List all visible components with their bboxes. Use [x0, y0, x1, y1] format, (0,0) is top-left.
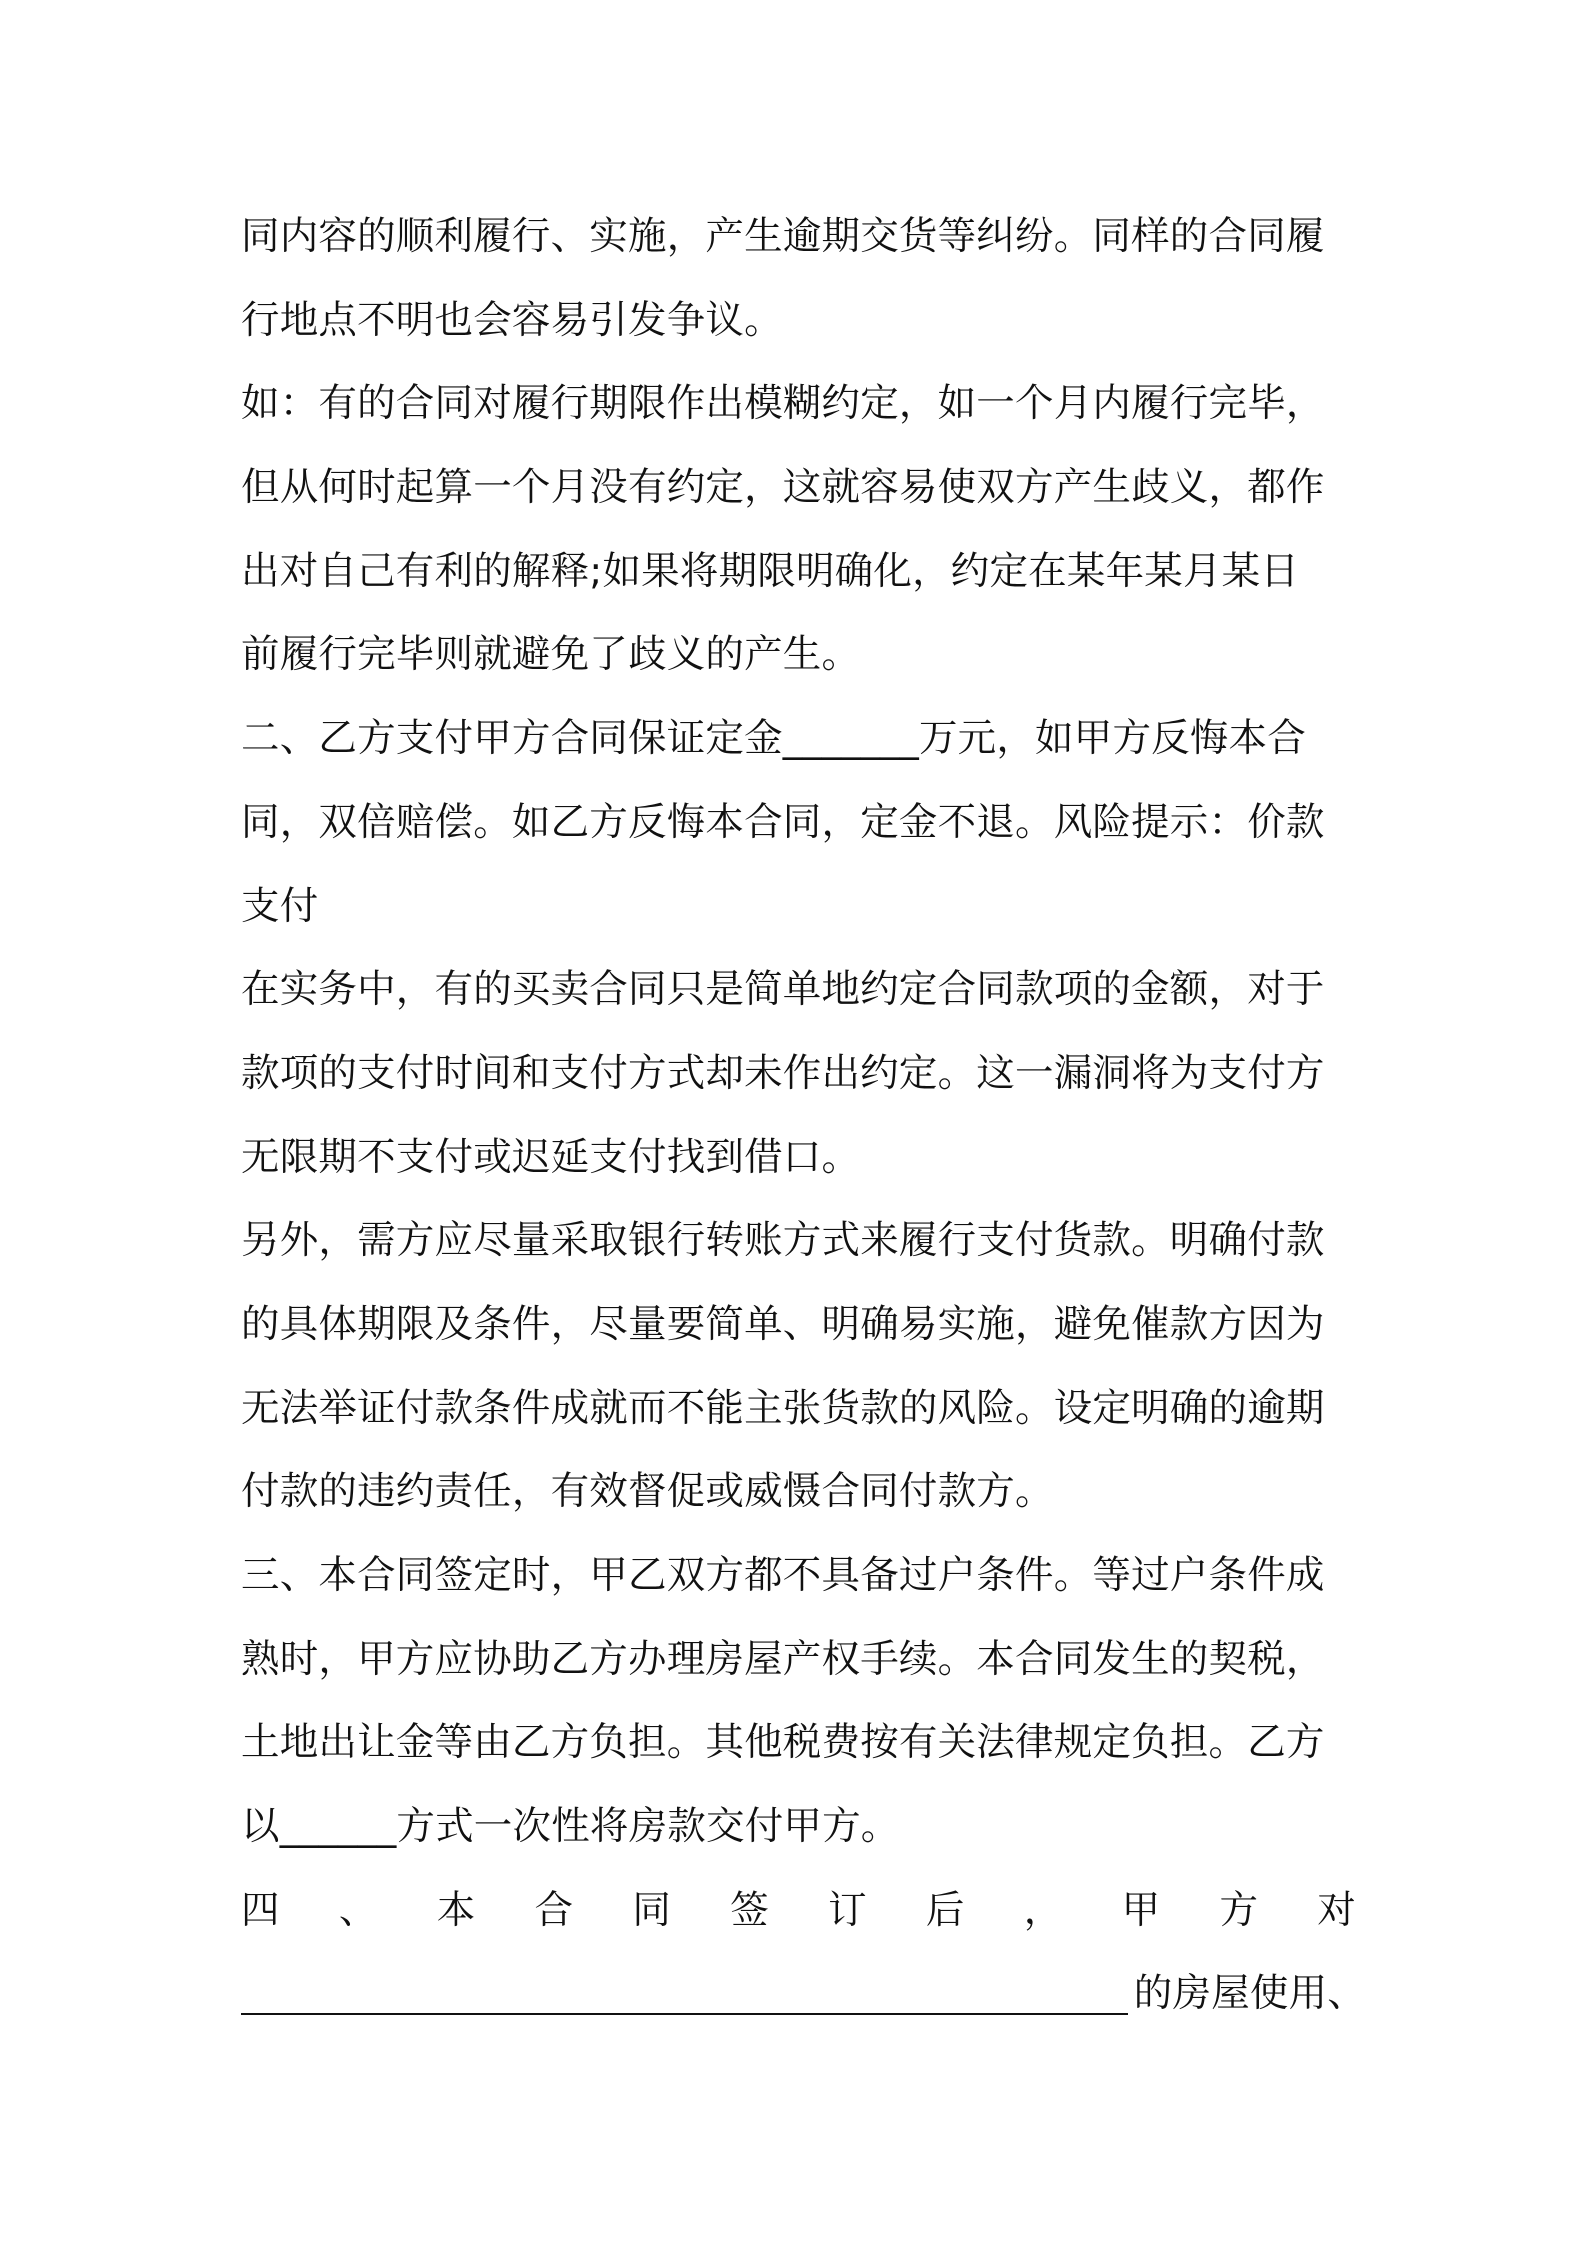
text-line: 的具体期限及条件，尽量要简单、明确易实施，避免催款方因为 [241, 1301, 1325, 1347]
heading-char: 本 [436, 1887, 476, 1933]
text-line: 土地出让金等由乙方负担。其他税费按有关法律规定负担。乙方 [241, 1720, 1325, 1766]
text-line: 同内容的顺利履行、实施，产生逾期交货等纠纷。同样的合同履 [241, 214, 1325, 259]
text-line: 以______方式一次性将房款交付甲方。 [241, 1804, 900, 1850]
text-line: 无法举证付款条件成就而不能主张货款的风险。设定明确的逾期 [241, 1385, 1325, 1431]
text-line: 熟时，甲方应协助乙方办理房屋产权手续。本合同发生的契税， [241, 1636, 1325, 1682]
text-line: 如：有的合同对履行期限作出模糊约定，如一个月内履行完毕， [241, 381, 1325, 427]
text-line: 同，双倍赔偿。如乙方反悔本合同，定金不退。风险提示：价款 [241, 799, 1325, 845]
heading-char: 方 [1219, 1887, 1259, 1933]
text-line: 付款的违约责任，有效督促或威慑合同付款方。 [241, 1469, 1054, 1515]
heading-char: 订 [828, 1887, 867, 1933]
text-line: 二、乙方支付甲方合同保证定金_______万元，如甲方反悔本合 [241, 716, 1306, 762]
text-line: 无限期不支付或迟延支付找到借口。 [241, 1134, 861, 1180]
text-line: 出对自己有利的解释;如果将期限明确化，约定在某年某月某日 [241, 548, 1300, 594]
text-line: 但从何时起算一个月没有约定，这就容易使双方产生歧义，都作 [241, 465, 1325, 511]
section-four-heading [241, 1869, 1356, 1953]
fill-in-line [241, 1952, 1366, 2036]
heading-char: ， [1023, 1887, 1063, 1933]
heading-char: 合 [534, 1887, 574, 1933]
contract-text [241, 195, 1366, 2036]
heading-char: 甲 [1121, 1887, 1161, 1933]
text-line: 款项的支付时间和支付方式却未作出约定。这一漏洞将为支付方 [241, 1050, 1325, 1096]
text-line: 三、本合同签定时，甲乙双方都不具备过户条件。等过户条件成 [241, 1553, 1325, 1598]
text-line: 另外，需方应尽量采取银行转账方式来履行支付货款。明确付款 [241, 1218, 1325, 1264]
fill-in-blank [241, 1973, 1128, 2015]
heading-char: 后 [925, 1887, 965, 1933]
text-line: 行地点不明也会容易引发争议。 [241, 297, 783, 343]
heading-char: 签 [730, 1887, 769, 1933]
text-line: 在实务中，有的买卖合同只是简单地约定合同款项的金额，对于 [241, 967, 1325, 1013]
text-line: 前履行完毕则就避免了歧义的产生。 [241, 632, 861, 678]
fill-in-suffix: 的房屋使用、 [1133, 1971, 1366, 2017]
text-line: 支付 [241, 883, 319, 929]
heading-char: 同 [632, 1887, 672, 1933]
heading-char: 四 [241, 1887, 280, 1933]
heading-char: 、 [338, 1887, 378, 1933]
heading-char: 对 [1317, 1887, 1356, 1933]
